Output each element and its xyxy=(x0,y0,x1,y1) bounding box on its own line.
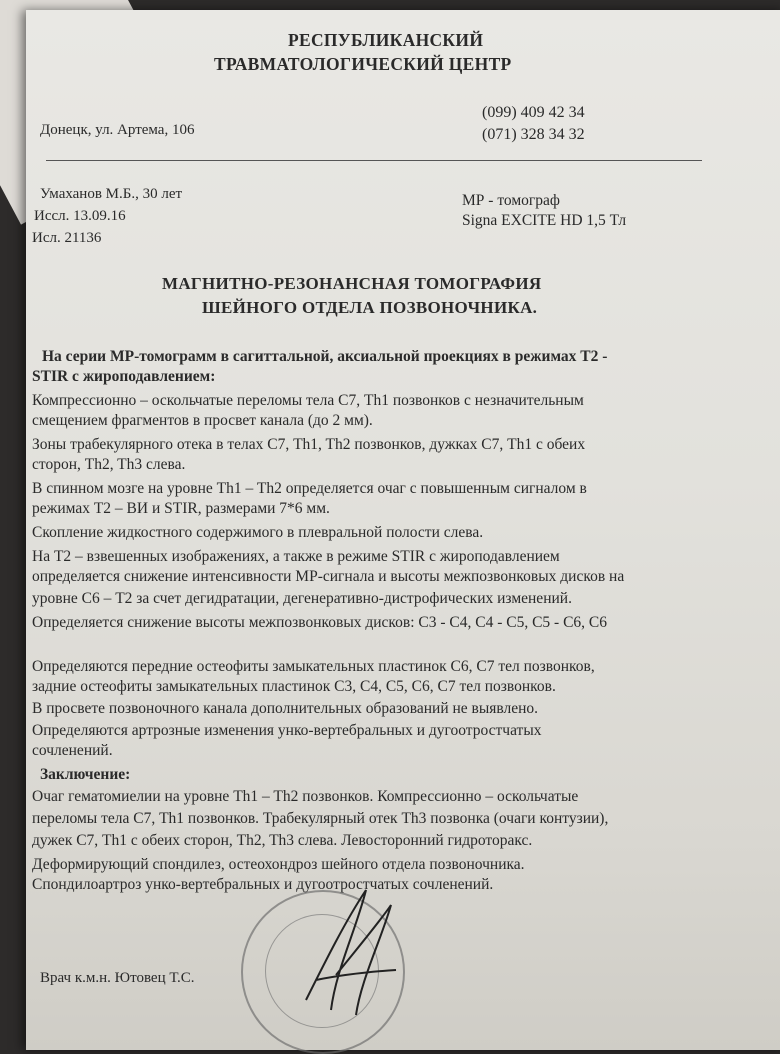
conclusion-line-2: переломы тела С7, Th1 позвонков. Трабекулярный отек Th3 позвонка (очаги контузии), xyxy=(32,810,609,827)
body-line-1: Компрессионно – оскольчатые переломы тела С7, Th1 позвонков с незначительным xyxy=(32,392,584,409)
document-page xyxy=(26,10,780,1050)
body-line-8: На Т2 – взвешенных изображениях, а также в режиме STIR с жироподавлением xyxy=(32,548,560,565)
device-label: МР - томограф xyxy=(462,192,560,209)
body-intro-line1: На серии МР-томограмм в сагиттальной, аксиальной проекциях в режимах Т2 - xyxy=(42,348,608,365)
study-date: Иссл. 13.09.16 xyxy=(34,208,126,224)
body-line-3: Зоны трабекулярного отека в телах С7, Th1, Th2 позвонков, дужках С7, Th1 с обеих xyxy=(32,436,586,453)
org-name-line1: РЕСПУБЛИКАНСКИЙ xyxy=(288,30,484,50)
org-address: Донецк, ул. Артема, 106 xyxy=(40,122,195,138)
report-title-line1: МАГНИТНО-РЕЗОНАНСНАЯ ТОМОГРАФИЯ xyxy=(162,274,542,293)
body-line-12: Определяются передние остеофиты замыкательных пластинок С6, С7 тел позвонков, xyxy=(32,658,595,675)
body-line-6: режимах Т2 – ВИ и STIR, размерами 7*6 мм. xyxy=(32,500,330,517)
body-line-2: смещением фрагментов в просвет канала (до 2 мм). xyxy=(32,412,373,429)
body-line-4: сторон, Th2, Th3 слева. xyxy=(32,456,186,473)
body-line-11: Определяется снижение высоты межпозвонковых дисков: С3 - С4, С4 - С5, С5 - С6, С6 xyxy=(32,614,608,631)
org-name-line2: ТРАВМАТОЛОГИЧЕСКИЙ ЦЕНТР xyxy=(214,54,512,74)
patient-name: Умаханов М.Б., 30 лет xyxy=(40,186,183,202)
conclusion-line-1: Очаг гематомиелии на уровне Th1 – Th2 позвонков. Компрессионно – оскольчатые xyxy=(32,788,579,805)
device-model: Signa EXCITE HD 1,5 Тл xyxy=(462,212,627,229)
body-intro-line2: STIR с жироподавлением: xyxy=(32,368,216,385)
conclusion-heading: Заключение: xyxy=(40,766,131,783)
body-line-13: задние остеофиты замыкательных пластинок С3, С4, С5, С6, С7 тел позвонков. xyxy=(32,678,556,695)
signature-icon xyxy=(296,880,406,1020)
doctor-signature-line: Врач к.м.н. Ютовец Т.С. xyxy=(40,970,195,986)
phone-2: (071) 328 34 32 xyxy=(482,126,585,143)
body-line-5: В спинном мозге на уровне Th1 – Th2 определяется очаг с повышенным сигналом в xyxy=(32,480,587,497)
report-title-line2: ШЕЙНОГО ОТДЕЛА ПОЗВОНОЧНИКА. xyxy=(202,298,538,317)
body-line-10: уровне С6 – Т2 за счет дегидратации, дегенеративно-дистрофических изменений. xyxy=(32,590,572,607)
body-line-15: Определяются артрозные изменения унко-вертебральных и дугоотростчатых xyxy=(32,722,542,739)
body-line-9: определяется снижение интенсивности МР-сигнала и высоты межпозвонковых дисков на xyxy=(32,568,625,585)
body-line-14: В просвете позвоночного канала дополнительных образований не выявлено. xyxy=(32,700,539,717)
conclusion-line-3: дужек С7, Th1 с обеих сторон, Th2, Th3 слева. Левосторонний гидроторакс. xyxy=(32,832,533,849)
conclusion-line-4: Деформирующий спондилез, остеохондроз шейного отдела позвоночника. xyxy=(32,856,525,873)
body-line-7: Скопление жидкостного содержимого в плевральной полости слева. xyxy=(32,524,484,541)
study-number: Исл. 21136 xyxy=(32,230,102,246)
conclusion-line-5: Спондилоартроз унко-вертебральных и дугоотростчатых сочленений. xyxy=(32,876,494,893)
body-line-16: сочленений. xyxy=(32,742,113,759)
phone-1: (099) 409 42 34 xyxy=(482,104,585,121)
header-divider xyxy=(46,160,702,161)
